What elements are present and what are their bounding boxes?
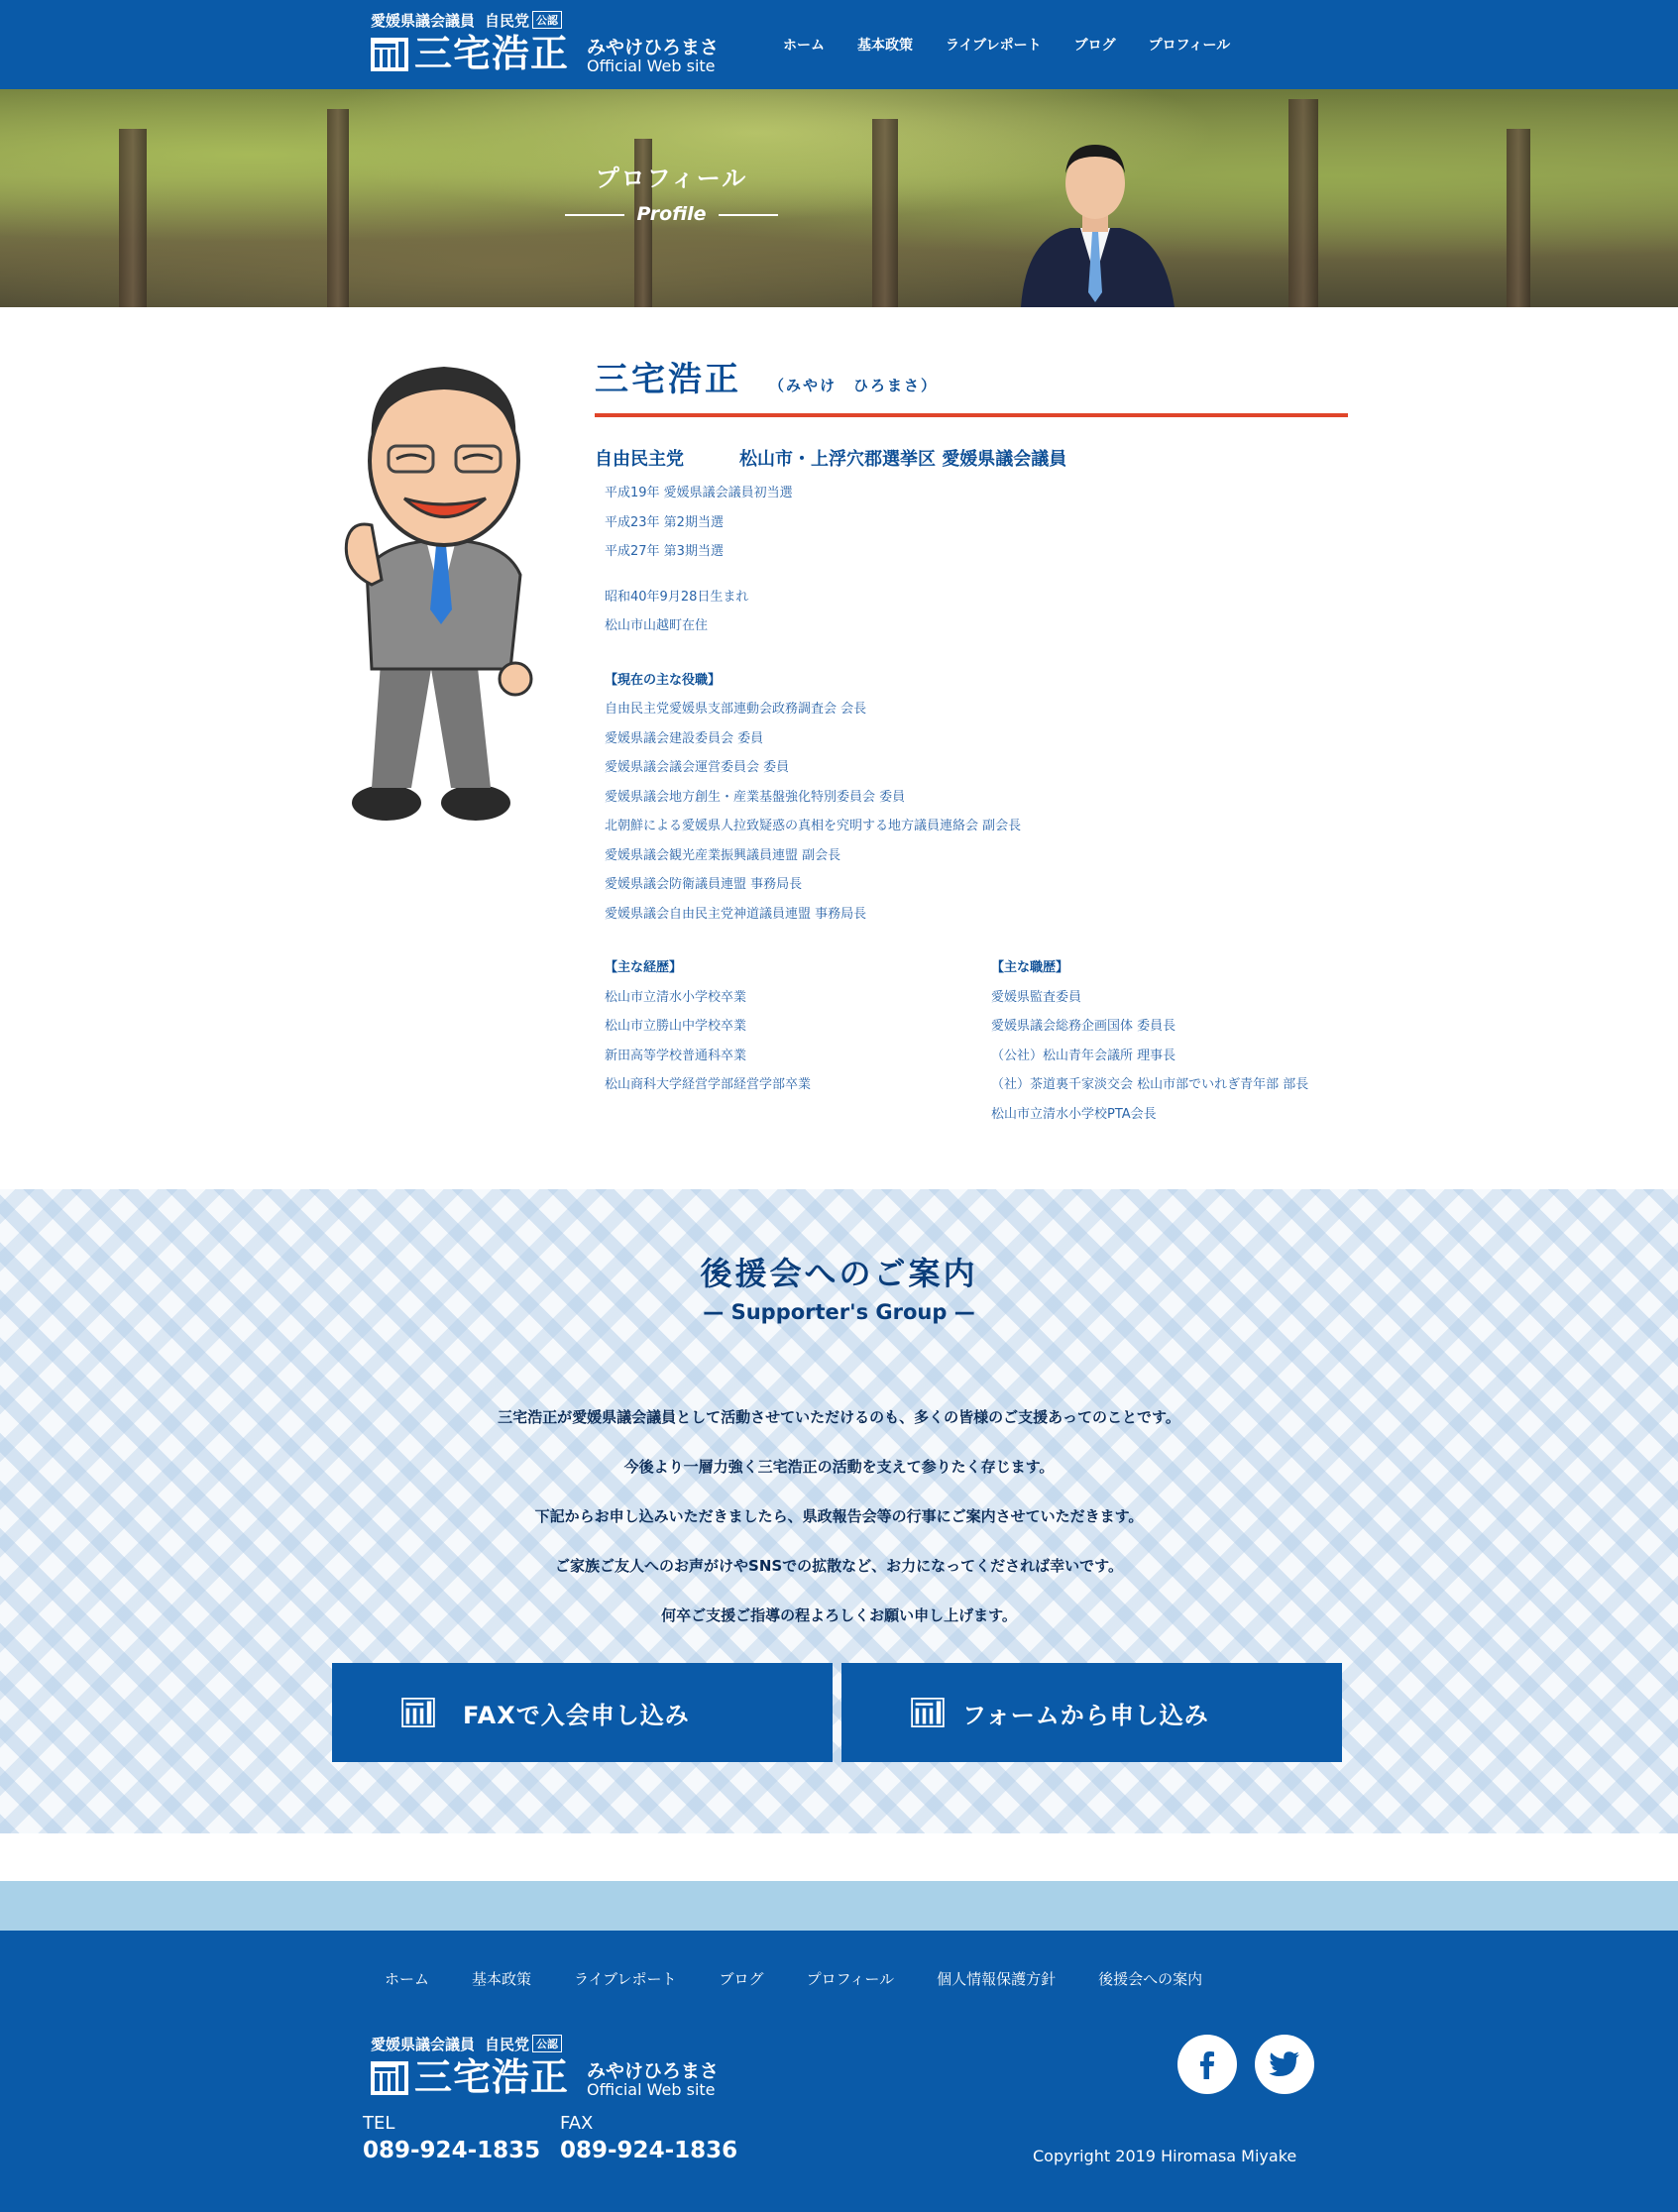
footer-nav-policy[interactable]: 基本政策 bbox=[472, 1970, 532, 1988]
site-footer bbox=[0, 1931, 1678, 2212]
logo-role: 愛媛県議会議員 bbox=[371, 2036, 476, 2053]
tree-trunk bbox=[1507, 129, 1530, 307]
role-item: 愛媛県議会建設委員会 委員 bbox=[605, 730, 764, 746]
footer-logo[interactable] bbox=[371, 2034, 727, 2103]
profile-district: 松山市・上浮穴郡選挙区 愛媛県議会議員 bbox=[739, 449, 1067, 470]
supporters-subtitle: — Supporter's Group — bbox=[703, 1300, 975, 1324]
logo-mark-icon bbox=[401, 1698, 435, 1727]
career-column bbox=[605, 953, 991, 1129]
main-nav bbox=[783, 0, 1263, 89]
role-item: 愛媛県議会議会運営委員会 委員 bbox=[605, 760, 790, 775]
logo-subtitle: Official Web site bbox=[587, 56, 716, 75]
post-item: （公社）松山青年会議所 理事長 bbox=[991, 1048, 1176, 1063]
hero-banner bbox=[0, 89, 1678, 307]
fax-label: FAX bbox=[560, 2113, 594, 2134]
career-item: 新田高等学校普通科卒業 bbox=[605, 1048, 747, 1063]
roles-heading: 【現在の主な役職】 bbox=[605, 672, 722, 688]
fax-apply-button[interactable] bbox=[332, 1663, 833, 1762]
supporters-paragraph: 三宅浩正が愛媛県議会議員として活動させていただけるのも、多くの皆様のご支援あってのことです。 bbox=[498, 1408, 1180, 1426]
profile-name-row bbox=[595, 352, 1348, 417]
tree-trunk bbox=[119, 129, 147, 307]
logo-subtitle: Official Web site bbox=[587, 2080, 716, 2099]
role-item: 北朝鮮による愛媛県人拉致疑惑の真相を究明する地方議員連絡会 副会長 bbox=[605, 819, 1022, 833]
role-item: 愛媛県議会防衛議員連盟 事務局長 bbox=[605, 877, 803, 892]
logo-role: 愛媛県議会議員 bbox=[371, 12, 476, 30]
supporters-subtitle-text: Supporter's Group bbox=[730, 1300, 948, 1324]
career-item: 松山市立清水小学校卒業 bbox=[605, 989, 747, 1005]
footer-nav-privacy[interactable]: 個人情報保護方針 bbox=[937, 1970, 1057, 1988]
supporters-section bbox=[0, 1189, 1678, 1833]
logo-badge: 公認 bbox=[532, 11, 562, 29]
logo-party: 自民党 bbox=[485, 12, 530, 30]
supporters-paragraph: ご家族ご友人へのお声がけやSNSでの拡散など、お力になってくだされば幸いです。 bbox=[555, 1557, 1123, 1575]
logo-title-line bbox=[371, 10, 562, 31]
nav-policy[interactable]: 基本政策 bbox=[857, 38, 913, 54]
footer-nav-profile[interactable]: プロフィール bbox=[806, 1970, 895, 1988]
election-item: 平成27年 第3期当選 bbox=[605, 544, 724, 559]
profile-details bbox=[595, 479, 1348, 1129]
profile-birth: 昭和40年9月28日生まれ bbox=[605, 589, 749, 605]
logo-mark-icon bbox=[371, 2061, 408, 2095]
logo-party: 自民党 bbox=[485, 2036, 530, 2053]
profile-section bbox=[595, 352, 1348, 1129]
profile-affiliation bbox=[595, 445, 1348, 471]
supporters-paragraph: 下記からお申し込みいただきましたら、県政報告会等の行事にご案内させていただきます。 bbox=[534, 1507, 1144, 1525]
posts-heading: 【主な職歴】 bbox=[991, 960, 1069, 975]
tel-label: TEL bbox=[363, 2113, 395, 2134]
post-item: 愛媛県監査委員 bbox=[991, 989, 1082, 1005]
logo-name: 三宅浩正 bbox=[414, 32, 570, 75]
site-header bbox=[0, 0, 1678, 89]
copyright: Copyright 2019 Hiromasa Miyake bbox=[1033, 2147, 1297, 2165]
logo-mark-icon bbox=[911, 1698, 945, 1727]
facebook-link[interactable] bbox=[1177, 2035, 1237, 2094]
career-item: 松山商科大学経営学部経営学部卒業 bbox=[605, 1077, 812, 1092]
facebook-icon bbox=[1194, 2049, 1220, 2079]
mascot-illustration bbox=[327, 352, 565, 828]
logo-name: 三宅浩正 bbox=[414, 2055, 570, 2099]
role-item: 自由民主党愛媛県支部連動会政務調査会 会長 bbox=[605, 702, 867, 717]
logo-mark-icon bbox=[371, 38, 408, 71]
logo-kana: みやけひろまさ bbox=[587, 2060, 720, 2082]
logo-badge: 公認 bbox=[532, 2035, 562, 2052]
footer-nav-blog[interactable]: ブログ bbox=[719, 1970, 764, 1988]
nav-profile[interactable]: プロフィール bbox=[1148, 38, 1231, 54]
hero-title-jp: プロフィール bbox=[595, 165, 748, 192]
fax-number: 089-924-1836 bbox=[560, 2138, 738, 2163]
post-item: （社）茶道裏千家淡交会 松山市部でいれぎ青年部 部長 bbox=[991, 1077, 1309, 1092]
nav-blog[interactable]: ブログ bbox=[1073, 38, 1116, 54]
election-item: 平成19年 愛媛県議会議員初当選 bbox=[605, 486, 793, 500]
site-logo[interactable] bbox=[371, 10, 727, 79]
footer-nav bbox=[385, 1968, 1245, 1989]
twitter-link[interactable] bbox=[1255, 2035, 1314, 2094]
election-item: 平成23年 第2期当選 bbox=[605, 514, 724, 530]
footer-band bbox=[0, 1881, 1678, 1931]
career-heading: 【主な経歴】 bbox=[605, 960, 683, 975]
logo-title-line bbox=[371, 2034, 562, 2054]
profile-name: 三宅浩正 bbox=[595, 360, 741, 399]
role-item: 愛媛県議会観光産業振興議員連盟 副会長 bbox=[605, 847, 841, 863]
footer-nav-live-report[interactable]: ライブレポート bbox=[574, 1970, 677, 1988]
footer-nav-home[interactable]: ホーム bbox=[385, 1970, 430, 1988]
profile-party: 自由民主党 bbox=[595, 449, 684, 470]
tree-trunk bbox=[327, 109, 349, 307]
form-apply-label: フォームから申し込み bbox=[962, 1701, 1209, 1729]
profile-residence: 松山市山越町在住 bbox=[605, 618, 709, 633]
fax-apply-label: FAXで入会申し込み bbox=[463, 1701, 690, 1729]
tel-number[interactable]: 089-924-1835 bbox=[363, 2138, 541, 2163]
profile-kana: （みやけ ひろまさ） bbox=[769, 377, 939, 394]
post-item: 松山市立清水小学校PTA会長 bbox=[991, 1106, 1157, 1122]
tree-trunk bbox=[872, 119, 898, 307]
supporters-message bbox=[0, 1392, 1678, 1640]
role-item: 愛媛県議会自由民主党神道議員連盟 事務局長 bbox=[605, 906, 867, 922]
nav-home[interactable]: ホーム bbox=[783, 38, 825, 54]
nav-live-report[interactable]: ライブレポート bbox=[946, 38, 1042, 54]
supporters-paragraph: 今後より一層力強く三宅浩正の活動を支えて参りたく存じます。 bbox=[623, 1458, 1055, 1476]
posts-column bbox=[991, 953, 1308, 1129]
hero-title-en: Profile bbox=[565, 203, 778, 225]
hero-title bbox=[565, 159, 778, 225]
history-columns bbox=[605, 953, 1348, 1129]
form-apply-button[interactable] bbox=[841, 1663, 1342, 1762]
footer-tel bbox=[363, 2113, 540, 2163]
footer-nav-supporters[interactable]: 後援会への案内 bbox=[1098, 1970, 1203, 1988]
career-item: 松山市立勝山中学校卒業 bbox=[605, 1019, 747, 1034]
supporters-paragraph: 何卒ご支援ご指導の程よろしくお願い申し上げます。 bbox=[661, 1606, 1017, 1624]
footer-fax bbox=[560, 2113, 737, 2163]
portrait-photo bbox=[1011, 129, 1179, 307]
post-item: 愛媛県議会総務企画国体 委員長 bbox=[991, 1019, 1176, 1034]
twitter-icon bbox=[1269, 2050, 1300, 2078]
role-item: 愛媛県議会地方創生・産業基盤強化特別委員会 委員 bbox=[605, 789, 906, 805]
logo-kana: みやけひろまさ bbox=[587, 37, 720, 58]
tree-trunk bbox=[1288, 99, 1318, 307]
supporters-title: 後援会へのご案内 bbox=[700, 1255, 978, 1292]
